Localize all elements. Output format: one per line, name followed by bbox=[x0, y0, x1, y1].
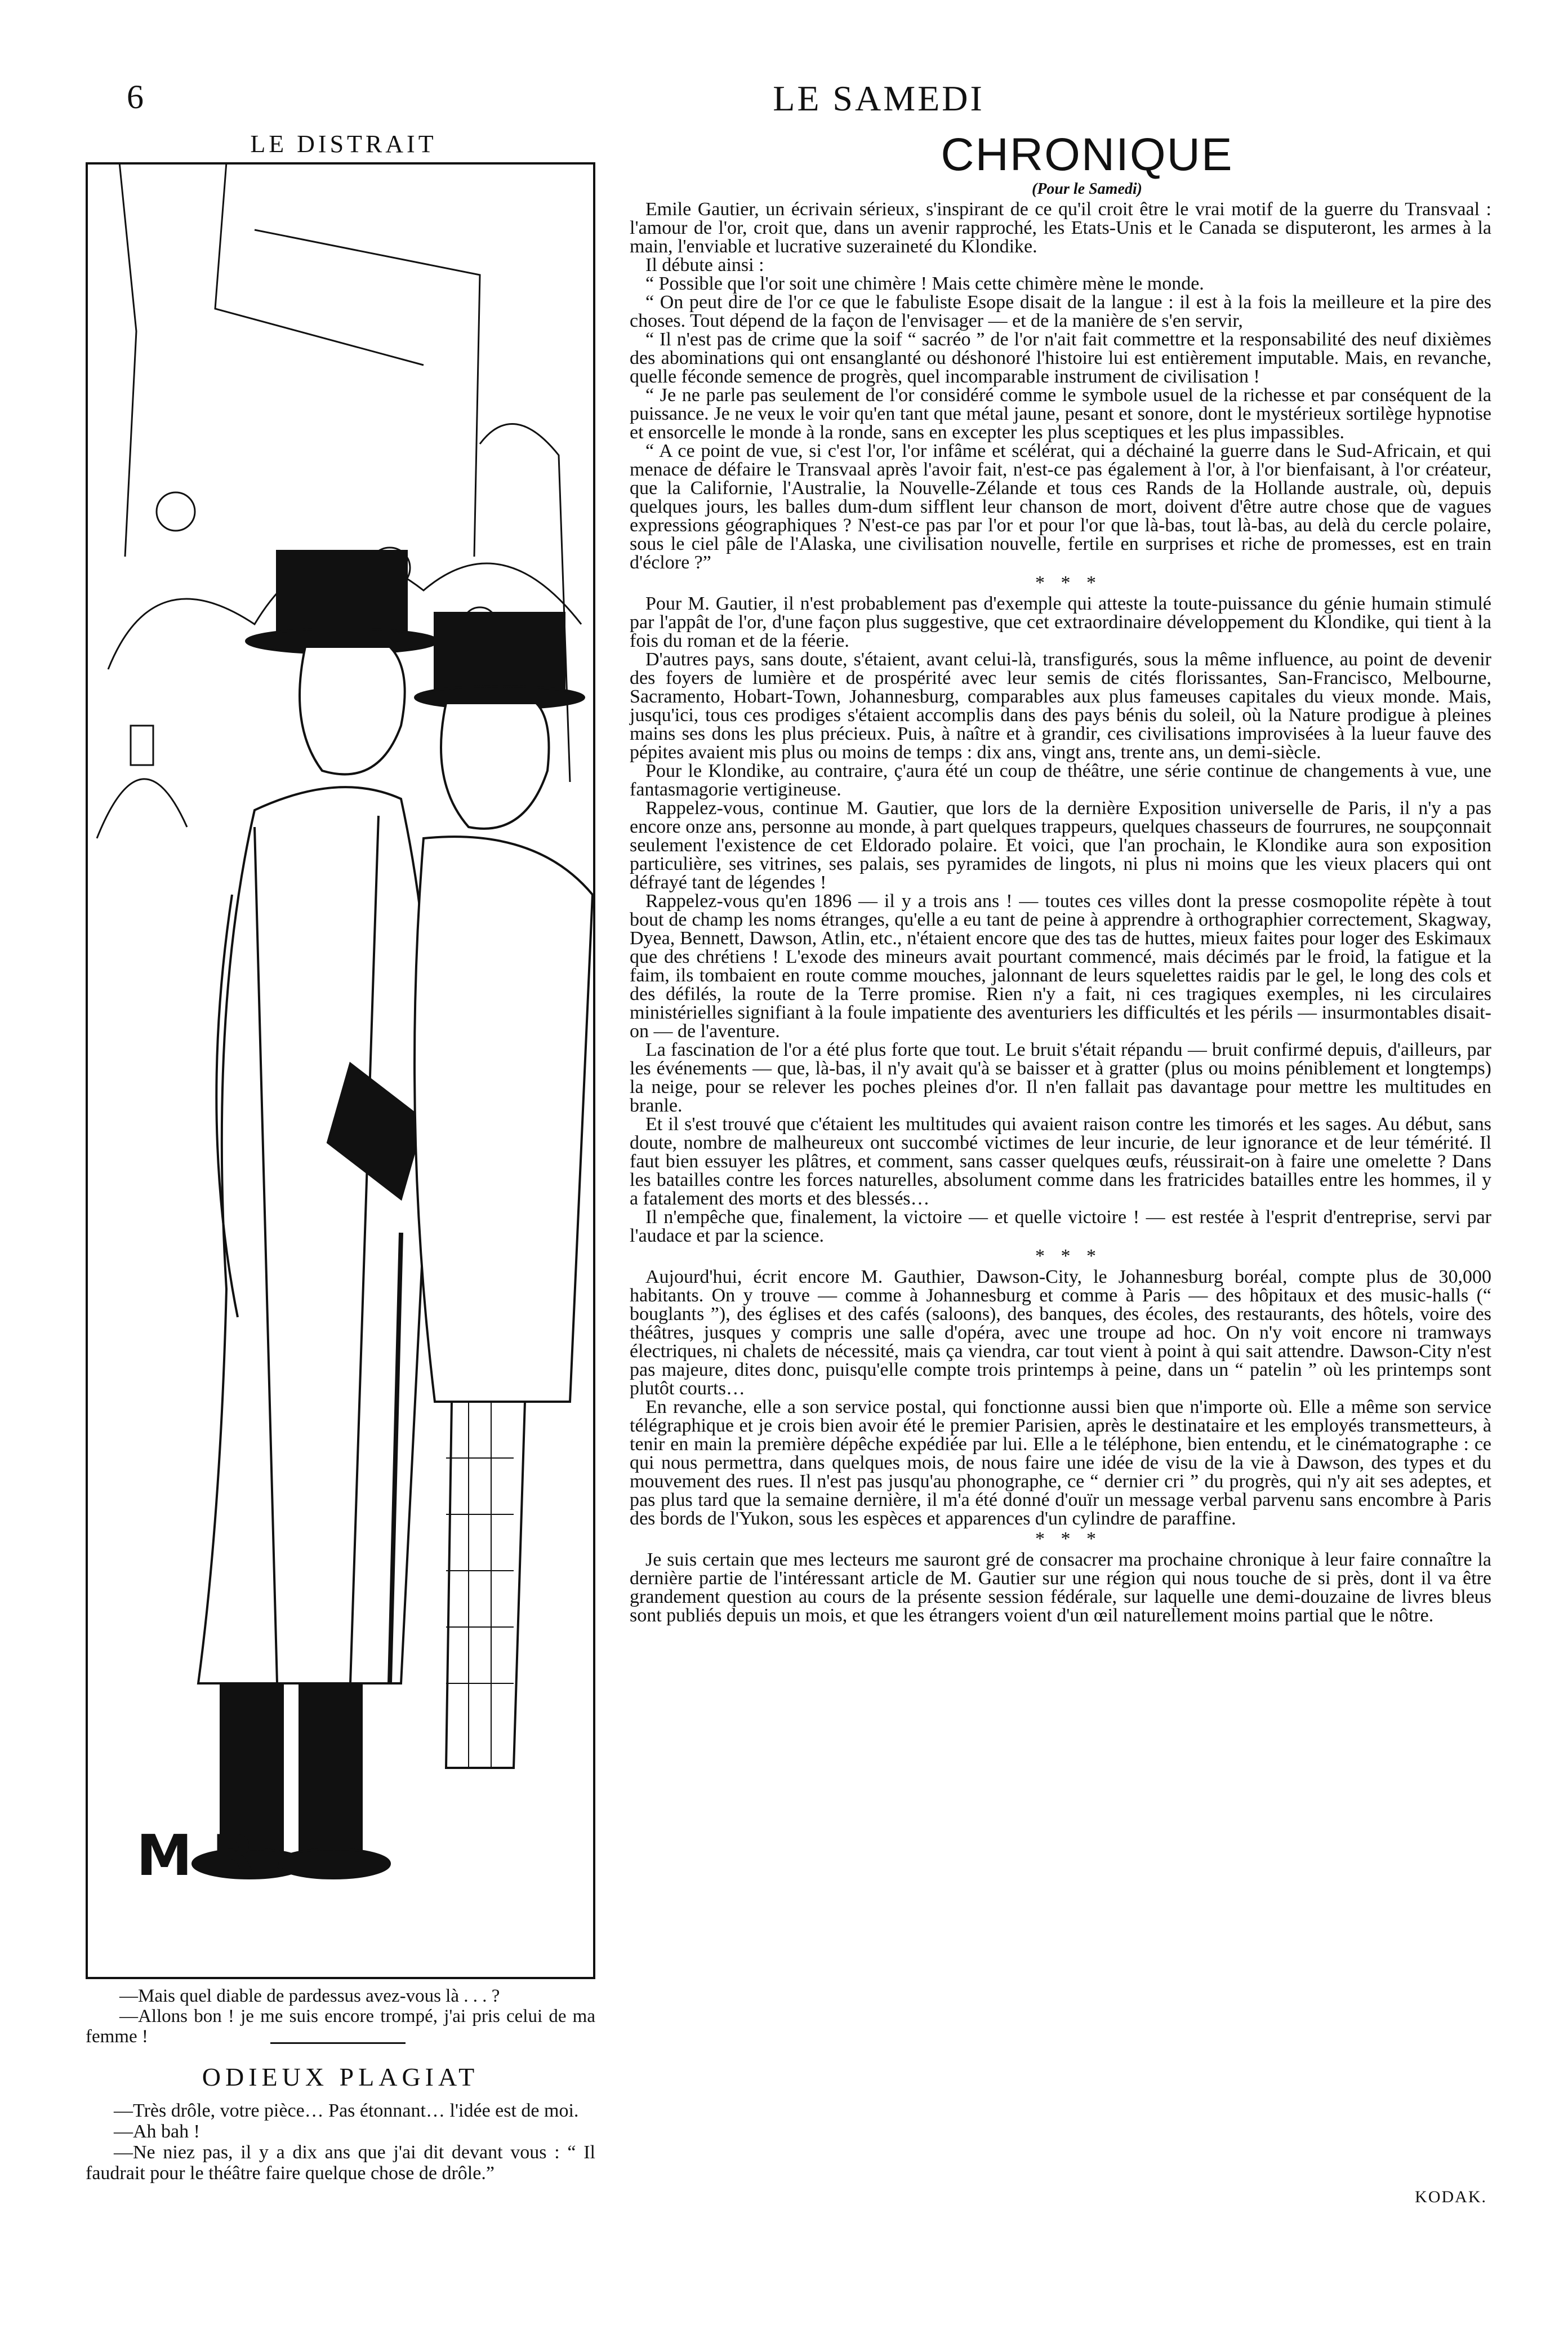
paragraph: Aujourd'hui, écrit encore M. Gauthier, Dawson-City, le Johannesburg boréal, compte plus de 30,000 habitants. On y trouve — comme à Johannesburg et comme à Paris — des hôpitaux et des music-halls (“ bouglants ”), des églises et des cafés (saloons), des banques, des écoles, des restaurants, des hôtels, voire des théâtres, jusques y compris une salle d'opéra, avec une troupe ad hoc. On n'y voit encore ni tramways électriques, ni chalets de nécessité, mais ça viendra, car tout vient à point à qui sait attendre. Dawson-City n'est pas majeure, dites donc, puisqu'elle compte trois printemps à peine, dans un “ patelin ” où les printemps sont plutôt courts… bbox=[630, 1266, 1491, 1399]
paragraph: Rappelez-vous, continue M. Gautier, que lors de la dernière Exposition universelle de Paris, il n'y a pas encore onze ans, personne au monde, à part quelques trappeurs, quelques chasseurs de fourrures, ne soupçonnait seulement l'existence de cet Eldorado polaire. Et voici, que l'an prochain, le Klondike aura son exposition particulière, ses vitrines, ses palais, ses pyramides de lingots, ni plus ni moins que les vieux placers qui ont défrayé tant de légendes ! bbox=[630, 798, 1491, 893]
paragraph: Emile Gautier, un écrivain sérieux, s'inspirant de ce qu'il croit être le vrai motif de la guerre du Transvaal : l'amour de l'or, croit que, dans un avenir rapproché, les Etats-Unis et le Canada se disputeront, les armes à la main, l'enviable et lucrative suzeraineté du Klondike. bbox=[630, 199, 1491, 257]
paragraph: “ Je ne parle pas seulement de l'or considéré comme le symbole usuel de la richesse et par conséquent de la puissance. Je ne veux le voir qu'en tant que métal jaune, pesant et sonore, dont le mystérieux sortilège hypnotise et ensorcelle le monde à la ronde, sans en excepter les plus sceptiques et les plus impassibles. bbox=[630, 385, 1491, 443]
caption-line: —Mais quel diable de pardessus avez-vous là . . . ? bbox=[119, 1986, 500, 2006]
author-signature: KODAK. bbox=[1415, 2188, 1487, 2206]
section-separator: * * * bbox=[1035, 1528, 1102, 1549]
section-separator: * * * bbox=[1035, 572, 1102, 593]
odieux-title: ODIEUX PLAGIAT bbox=[202, 2063, 479, 2091]
dialogue-line: —Très drôle, votre pièce… Pas étonnant… l'idée est de moi. bbox=[114, 2100, 579, 2121]
paragraph: “ A ce point de vue, si c'est l'or, l'or infâme et scélérat, qui a déchainé la guerre dans le Sud-Africain, et qui menace de défaire le Transvaal après l'avoir fait, n'est-ce pas également à l'or, à l'or bienfaisant, à l'or créateur, que la Californie, l'Australie, la Nouvelle-Zélande et tous ces Rands de la Hollande australe, où, depuis quelques jours, les balles dum-dum sifflent leur chanson de mort, doivent d'être autre chose que de vagues expressions géographiques ? N'est-ce pas par l'or et pour l'or que là-bas, tout là-bas, au delà du cercle polaire, sous le ciel pâle de l'Alaska, une civilisation nouvelle, fertile en surprises et riche de promesses, est en train d'éclore ?” bbox=[630, 441, 1491, 573]
paragraph: Pour M. Gautier, il n'est probablement pas d'exemple qui atteste la toute-puissance du génie humain stimulé par l'appât de l'or, d'une façon plus suggestive, que cet extraordinaire développement du Klondike, qui tient à la fois du roman et de la féerie. bbox=[630, 593, 1491, 651]
companion-man bbox=[390, 613, 593, 1768]
paragraph: Pour le Klondike, au contraire, ç'aura été un coup de théâtre, une série continue de changements à vue, une fantasmagorie vertigineuse. bbox=[630, 761, 1491, 800]
paragraph: Il n'empêche que, finalement, la victoire — et quelle victoire ! — est restée à l'esprit d'entreprise, servi par l'audace et par la science. bbox=[630, 1207, 1491, 1246]
dialogue-line: —Ah bah ! bbox=[114, 2121, 200, 2142]
dialogue-line: —Ne niez pas, il y a dix ans que j'ai dit devant vous : “ Il faudrait pour le théâtre faire quelque chose de drôle.” bbox=[86, 2142, 595, 2184]
caption-line: —Allons bon ! je me suis encore trompé, j'ai pris celui de ma femme ! bbox=[86, 2006, 595, 2047]
artist-signature: M R bbox=[136, 1823, 256, 1888]
paragraph: “ Il n'est pas de crime que la soif “ sacréo ” de l'or n'ait fait commettre et la responsabilité des neuf dixièmes des abominations qui ont ensanglanté ou déshonoré l'histoire lui est entièrement imputable. Mais, en revanche, quelle féconde semence de progrès, quel incomparable instrument de civilisation ! bbox=[630, 329, 1491, 387]
illustration-caption bbox=[86, 1986, 595, 2047]
page-number: 6 bbox=[127, 78, 144, 115]
cartoon-illustration bbox=[86, 162, 595, 1979]
paragraph: “ On peut dire de l'or ce que le fabuliste Esope disait de la langue : il est à la fois la meilleure et la pire des choses. Tout dépend de la façon de l'envisager — et de la manière de s'en servir, bbox=[630, 292, 1491, 331]
paragraph: “ Possible que l'or soit une chimère ! Mais cette chimère mène le monde. bbox=[645, 273, 1204, 294]
divider bbox=[270, 2042, 406, 2044]
masthead: LE SAMEDI bbox=[773, 78, 985, 118]
paragraph: Rappelez-vous qu'en 1896 — il y a trois ans ! — toutes ces villes dont la presse cosmopolite répète à tout bout de champ les noms étranges, qu'elle a eu tant de peine à apprendre à orthographier correctement, Skagway, Dyea, Bennett, Dawson, Atlin, etc., n'étaient encore que des tas de huttes, mieux faites pour loger des Eskimaux que des chrétiens ! L'exode des mineurs avait pourtant commencé, mais décimés par le froid, la fatigue et la faim, ils tombaient en route comme mouches, jalonnant de leurs squelettes raidis par le gel, le long des cols et des défilés, la route de la Terre promise. Rien n'y a fait, ni ces tragiques exemples, ni les circulaires ministérielles signifiant à la foule impatiente des aventuriers les difficultés et les périls — insurmontables disait-on — de l'aventure. bbox=[630, 891, 1491, 1042]
paragraph: D'autres pays, sans doute, s'étaient, avant celui-là, transfigurés, sous la même influence, au point de devenir des foyers de lumière et de prospérité avec leur semis de cités florissantes, San-Francisco, Melbourne, Sacramento, Hobart-Town, Johannesburg, comparables aux plus fameuses capitales du vieux monde. Mais, jusqu'ici, tous ces prodiges s'étaient accomplis dans des pays bénis du soleil, où la Nature prodigue à pleines mains ses dons les plus précieux. Puis, à naître et à grandir, ces civilisations improvisées à la lueur fauve des pépites avaient mis plus ou moins de temps : dix ans, vingt ans, trente ans, un demi-siècle. bbox=[630, 649, 1491, 763]
odieux-text bbox=[86, 2100, 595, 2184]
chronique-title: CHRONIQUE bbox=[941, 129, 1233, 180]
paragraph: Je suis certain que mes lecteurs me sauront gré de consacrer ma prochaine chronique à leur faire connaître la dernière partie de l'intéressant article de M. Gautier sur une région qui nous touche de si près, dont il va être grandement question au cours de la présente session fédérale, sur laquelle une demi-douzaine de livres bleus sont publiés depuis un mois, et que les étrangers voient d'un œil naturellement moins partial que le nôtre. bbox=[630, 1549, 1491, 1626]
chronique-subtitle: (Pour le Samedi) bbox=[1032, 180, 1142, 198]
paragraph: Et il s'est trouvé que c'étaient les multitudes qui avaient raison contre les timorés et les sages. Au début, sans doute, nombre de malheureux ont succombé victimes de leur incurie, de leur ignorance et de leur témérité. Il faut bien essuyer les plâtres, et comment, sans casser quelques œufs, réussirait-on à faire une omelette ? Dans les batailles contre les forces naturelles, absolument comme dans les fratricides batailles entre les hommes, il y a fatalement des morts et des blessés… bbox=[630, 1114, 1491, 1209]
distracted-man bbox=[193, 551, 438, 1878]
paragraph: La fascination de l'or a été plus forte que tout. Le bruit s'était répandu — bruit confirmé depuis, d'ailleurs, par les événements — que, là-bas, il n'y avait qu'à se baisser et à gratter (plus ou moins péniblement et longtemps) la neige, pour se relever les poches pleines d'or. Il n'en fallait pas davantage pour mettre les multitudes en branle. bbox=[630, 1039, 1491, 1116]
chronique-body bbox=[630, 200, 1491, 1625]
paragraph: Il débute ainsi : bbox=[645, 255, 764, 275]
section-separator: * * * bbox=[1035, 1246, 1102, 1266]
paragraph: En revanche, elle a son service postal, qui fonctionne aussi bien que n'importe où. Elle a même son service télégraphique et je crois bien avoir été le premier Parisien, après le destinataire et les employés transmetteurs, à tenir en main la première dépêche expédiée par lui. Elle a le téléphone, bien entendu, et le cinématographe : ce qui nous permettra, dans quelques mois, de nous faire une idée de visu de la vie à Dawson, des types et du mouvement des rues. Il n'est pas jusqu'au phonographe, ce “ dernier cri ” du progrès, qui n'y ait ses adeptes, et pas plus tard que la semaine dernière, il m'a été donné d'ouïr un message verbal parvenu sans encombre à Paris des bords de l'Yukon, sous les espèces et apparences d'un cylindre de paraffine. bbox=[630, 1397, 1491, 1529]
illustration-title: LE DISTRAIT bbox=[250, 130, 437, 158]
